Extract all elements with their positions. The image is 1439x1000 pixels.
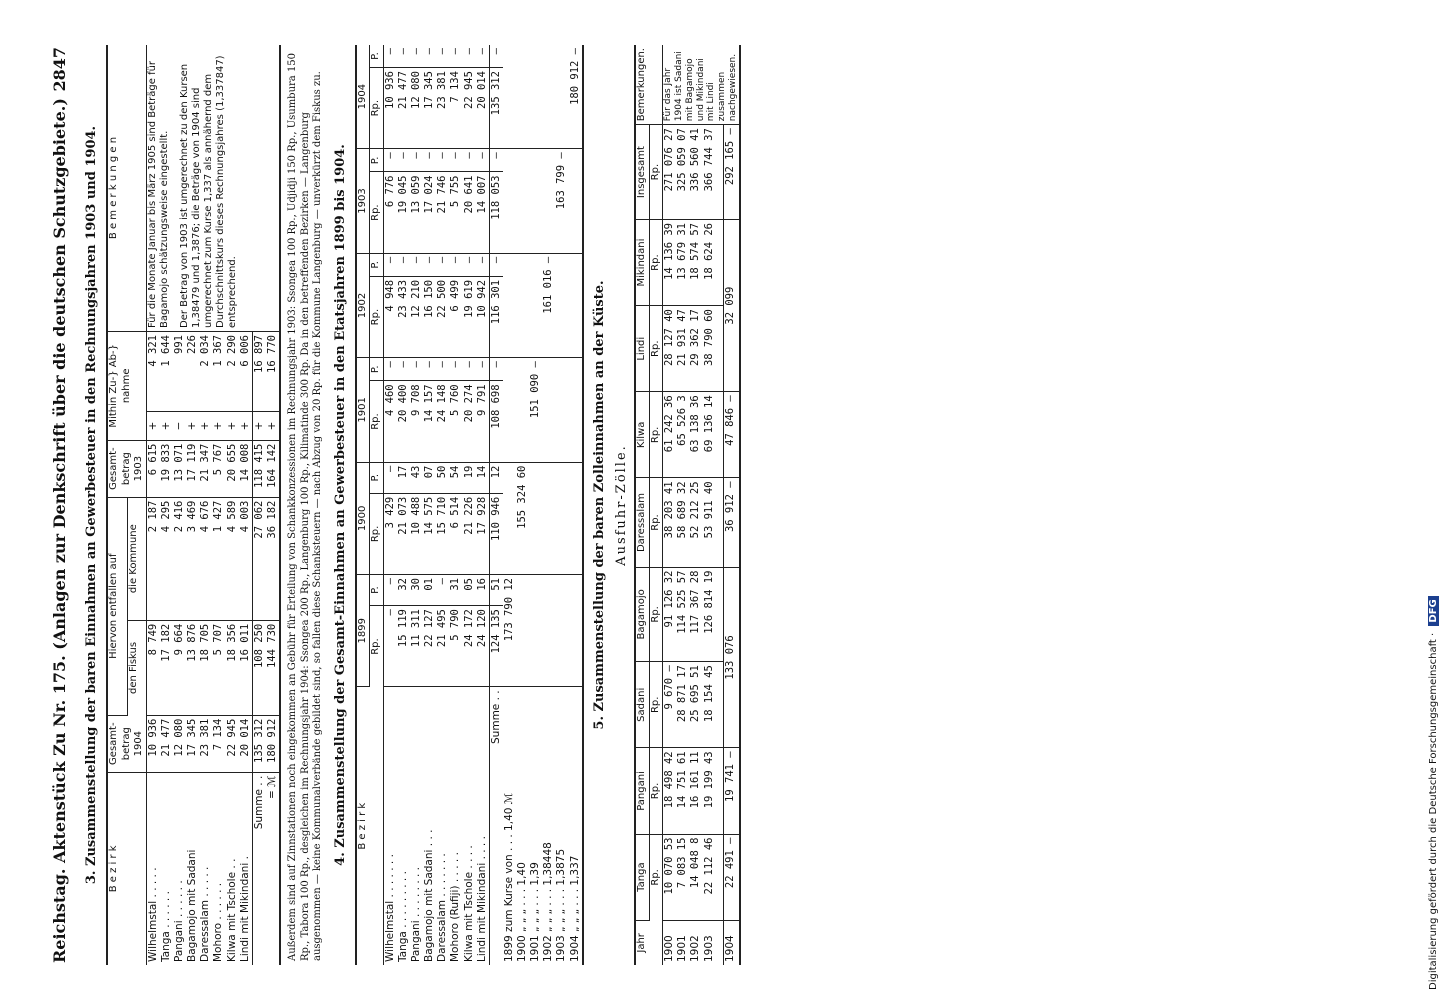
th4-rp: Rp.	[370, 381, 384, 462]
th-gesamt-1903: Gesamt-betrag 1903	[107, 440, 146, 497]
summe4-cell: 135 312	[489, 68, 503, 149]
col4-1902: 4 948 23 433 12 210 16 150 22 500 6 499 19 619 10 942	[383, 276, 489, 357]
mark-1902-value: 161 016 —	[542, 256, 555, 314]
th5-col: Insgesamt	[635, 125, 649, 220]
mark-1900-value: 155 324 60	[516, 465, 528, 529]
summe4-cell: —	[489, 45, 503, 68]
col5-lindi: 28 127 40 21 931 47 29 362 17 38 790 60	[663, 306, 724, 392]
col5-bagamojo: 91 126 32 114 525 57 117 367 28 126 814 19	[663, 567, 724, 662]
row5-cell: 22 491 —	[723, 834, 740, 920]
dfg-logo: DFG	[1428, 596, 1439, 625]
col5-kilwa: 61 242 36 65 526 3 63 138 36 69 136 14	[663, 392, 724, 478]
row5-cell: 133 076	[723, 567, 740, 748]
col5-pangani: 18 498 42 14 751 61 16 161 11 19 199 43	[663, 748, 724, 834]
th5-col: Kilwa	[635, 392, 649, 478]
th-fiskus: den Fiskus	[127, 620, 146, 715]
col5-insgesamt: 271 076 27 325 059 07 336 560 41 366 744 37	[663, 125, 724, 220]
section-4-title: 4. Zusammenstellung der Gesamt-Einnahmen an Gewerbesteuer in den Etatsjahren 1899 bis 1904.	[332, 144, 348, 866]
th5-rp: Rp.	[649, 306, 663, 392]
section-5-title: 5. Zusammenstellung der baren Zolleinnahmen an der Küste.	[591, 280, 607, 730]
th4-1899: 1899	[356, 575, 370, 687]
th4-p: P.	[370, 253, 384, 276]
col5-mikindani: 14 136 39 13 679 31 18 574 57 18 624 26	[663, 219, 724, 305]
col4-1903-p: — — — — — — — —	[383, 149, 489, 172]
table-gewerbesteuer-1899-1904	[355, 45, 584, 965]
th5-bemerkungen: Bemerkungen.	[635, 45, 663, 125]
th5-col: Bagamojo	[635, 567, 649, 662]
th5-rp: Rp.	[649, 834, 663, 920]
mark-fiskus: 144 730	[266, 620, 280, 715]
th4-p: P.	[370, 462, 384, 493]
col4-1902-p: — — — — — — — —	[383, 253, 489, 276]
th5-rp: Rp.	[649, 567, 663, 662]
th-hiervon: Hiervon entfallen auf	[107, 497, 127, 715]
col4-1901-p: — — — — — — — —	[383, 358, 489, 381]
summe4-cell: —	[489, 149, 503, 172]
col-gesamt-1903: 6 615 19 833 13 071 17 119 21 347 5 767 20 655 14 008	[146, 440, 252, 497]
col5-bemerkung: Für das Jahr 1904 ist Sadani mit Bagamojo und Mikindani mit Lindi zusammen nachgewiesen.	[663, 45, 740, 125]
col4-1899: — 15 119 11 311 22 127 21 495 5 790 24 172 24 120	[383, 606, 489, 687]
mark-kommune: 36 182	[266, 497, 280, 620]
summe-g1904: 135 312	[252, 715, 266, 772]
mark-1903	[503, 149, 583, 253]
th4-rp: Rp.	[370, 276, 384, 357]
summe4-cell: 108 698	[489, 381, 503, 462]
col-sign: + + − + + + + +	[146, 412, 252, 440]
th-bezirk: B e z i r k	[107, 772, 146, 965]
summe4-label: Summe . .	[489, 687, 503, 965]
col4-bezirk: Wilhelmstal . . . . . . . Tanga . . . . . . . . . Pangani . . . . . . . . Bagamojo mit Sadani . . . Daressalam . . . . . . . Mohoro (Rufiji) . . . . . Kilwa mit Tschole . . . . Lindi mit Mikindani . . . .	[383, 829, 488, 962]
col-mithin: 4 321 1 644 991 226 2 034 1 367 2 290 6 006	[146, 332, 252, 412]
th-mithin: Mithin Zu-} Ab-} nahme	[107, 332, 146, 441]
mark-g1903: 164 142	[266, 440, 280, 497]
row5-year: 1904	[723, 920, 740, 965]
col4-1899-p: — 32 30 01 — 31 05 16	[383, 575, 489, 606]
summe-kommune: 27 062	[252, 497, 266, 620]
col4-1900: 3 429 21 073 10 488 14 575 15 710 6 514 21 226 17 928	[383, 493, 489, 574]
th4-1901: 1901	[356, 358, 370, 462]
summe4-cell: —	[489, 358, 503, 381]
section-5-subtitle: Ausfuhr-Zölle.	[613, 444, 629, 566]
summe4-row	[489, 45, 503, 965]
row5-cell: 19 741 —	[723, 748, 740, 834]
dfg-credit-text: Digitalisierung gefördert durch die Deutsche Forschungsgemeinschaft ·	[1428, 632, 1439, 990]
col5-tanga: 10 070 53 7 083 15 14 048 8 22 112 46	[663, 834, 724, 920]
th5-rp: Rp.	[649, 662, 663, 748]
bemerkungen-cell	[146, 45, 280, 332]
th4-rp: Rp.	[370, 493, 384, 574]
mark-label: = ℳ	[265, 775, 278, 800]
row5-1904	[723, 45, 740, 965]
table-zolleinnahmen	[634, 45, 741, 965]
th4-1903: 1903	[356, 149, 370, 253]
th4-p: P.	[370, 358, 384, 381]
table-gewerbesteuer-1903-1904	[106, 45, 281, 965]
page-header	[50, 45, 76, 965]
mark-1903-value: 163 799 —	[555, 152, 568, 210]
summe4-cell: 116 301	[489, 276, 503, 357]
page-number: 2847	[50, 47, 69, 92]
col5-sadani: 9 670 — 28 871 17 25 695 51 18 154 45	[663, 662, 724, 748]
section-3-title: 3. Zusammenstellung der baren Einnahmen an Gewerbesteuer in den Rechnungsjahren 1903 und 1904.	[84, 125, 99, 885]
row5-cell: 32 099	[723, 219, 740, 391]
th4-rp: Rp.	[370, 606, 384, 687]
summe-label: Summe . .	[252, 772, 266, 965]
col5-daressalam: 38 203 41 58 689 32 52 212 25 53 911 40	[663, 478, 724, 567]
th5-col: Lindi	[635, 306, 649, 392]
summe-fiskus: 108 250	[252, 620, 266, 715]
row5-cell: 36 912 —	[723, 478, 740, 567]
th-bemerkungen: B e m e r k u n g e n	[107, 45, 146, 332]
col5-years: 1900 1901 1902 1903	[663, 935, 715, 962]
mark-mithin: 16 770	[266, 332, 280, 412]
summe4-cell: 110 946	[489, 493, 503, 574]
col-kommune: 2 187 4 295 2 416 3 469 4 676 1 427 4 589 4 003	[146, 497, 252, 620]
th5-rp: Rp.	[649, 478, 663, 567]
th4-bezirk: B e z i r k	[356, 687, 384, 965]
th5-rp: Rp.	[649, 219, 663, 305]
summe4-cell: 12	[489, 462, 503, 493]
mark-1899: 173 790 12	[503, 575, 583, 687]
col4-1903: 6 776 19 045 13 059 17 024 21 746 5 755 20 641 14 007	[383, 172, 489, 253]
th5-jahr: Jahr	[635, 920, 663, 965]
th5-rp: Rp.	[649, 748, 663, 834]
col-gesamt-1904: 10 936 21 477 12 080 17 345 23 381 7 134 22 945 20 014	[146, 715, 252, 772]
th4-1900: 1900	[356, 462, 370, 574]
th-kommune: die Kommune	[127, 497, 146, 620]
mark-1904-value: 180 912 —	[568, 48, 581, 105]
th4-rp: Rp.	[370, 68, 384, 149]
mark-1902	[503, 253, 583, 357]
row5-cell: 292 165 —	[723, 125, 740, 220]
rotated-page	[50, 45, 1390, 965]
col-bezirk: Wilhelmstal . . . . . Tanga . . . . . . Pangani . . . . . . Bagamojo mit Sadani Daressalam . . . . . Mohoro . . . . . . Kilwa mit Tschole . . Lindi mit Mikindani .	[146, 849, 251, 962]
th4-p: P.	[370, 575, 384, 606]
kurs-row	[503, 45, 583, 965]
th5-rp: Rp.	[649, 125, 663, 220]
header-title: Reichstag. Aktenstück Zu Nr. 175. (Anlagen zur Denkschrift über die deutschen Schutzgebiete.)	[50, 98, 69, 963]
summe-g1903: 118 415	[252, 440, 266, 497]
mark-1901-value: 151 090 —	[529, 361, 542, 419]
summe4-cell: —	[489, 253, 503, 276]
mark-g1904: 180 912	[266, 715, 280, 772]
th5-col: Sadani	[635, 662, 649, 748]
col-fiskus: 8 749 17 182 9 664 13 876 18 705 5 707 18 356 16 011	[146, 620, 252, 715]
th-gesamt-1904: Gesamt-betrag 1904	[107, 715, 146, 772]
col4-1900-p: — 17 43 07 50 54 19 14	[383, 462, 489, 493]
th5-col: Daressalam	[635, 478, 649, 567]
summe-mithin: 16 897	[252, 332, 266, 412]
summe4-cell: 51	[489, 575, 503, 606]
col4-1904: 10 936 21 477 12 080 17 345 23 381 7 134 22 945 20 014	[383, 68, 489, 149]
row5-cell: 47 846 —	[723, 392, 740, 478]
mark-1900	[503, 462, 583, 574]
footnote-paragraph: Außerdem sind auf Zinnstationen noch eingekommen an Gebühr für Erteilung von Schankkonzessionen im Rechnungsjahr 1903: Ssongea 100 Rp., Udjidji 150 Rp., Usumbura 150 Rp., Tabora 100 Rp., desgleichen im Rechnungsjahr 1904: Ssongea 200 Rp., Langenburg 100 Rp., Kilimatinde 300 Rp. Da in den betreffenden Bezirken — Langenburg ausgenommen — keine Kommunalverbände gebildet sind, so fallen diese Schanksteuern — nach Abzug von 20 Rp. für die Kommune Langenburg — unverkürzt dem Fiskus zu.	[287, 52, 323, 961]
col4-1901: 4 460 20 400 9 708 14 157 24 148 5 760 20 274 9 791	[383, 381, 489, 462]
summe-sign: +	[252, 412, 266, 440]
kurs-labels: 1899 zum Kurse von . . . 1,40 ℳ 1900 „ „ „ . . . 1,40 1901 „ „ „ . . . 1,39 1902 „ „ „ . . . 1,38448 1903 „ „ „ . . . 1,3875 1904 „ „ „ . . . 1,337	[502, 793, 581, 962]
th4-p: P.	[370, 149, 384, 172]
th5-col: Tanga	[635, 834, 649, 920]
note-1: Für die Monate Januar bis März 1905 sind Beträge für Bagamojo schätzungsweise eingestellt.	[146, 60, 170, 328]
th5-col: Pangani	[635, 748, 649, 834]
summe4-cell: 118 053	[489, 172, 503, 253]
mark-1901	[503, 358, 583, 462]
th4-1904: 1904	[356, 45, 370, 149]
mark-sign: +	[266, 412, 280, 440]
th5-col: Mikindani	[635, 219, 649, 305]
note-2: Der Betrag von 1903 ist umgerechnet zu den Kursen 1,38479 und 1,3876; die Beträge von 1904 sind umgerechnet zum Kurse 1,337 als annähernd dem Durchschnittskurs dieses Rechnungsjahres (1,337847) entsprechend.	[178, 55, 238, 328]
th4-1902: 1902	[356, 253, 370, 357]
summe4-cell: 124 135	[489, 606, 503, 687]
th4-p: P.	[370, 45, 384, 68]
th4-rp: Rp.	[370, 172, 384, 253]
mark-1904	[503, 45, 583, 149]
dfg-sidebar	[1410, 5, 1439, 995]
col4-1904-p: — — — — — — — —	[383, 45, 489, 68]
dfg-credit	[1428, 5, 1439, 990]
th5-rp: Rp.	[649, 392, 663, 478]
